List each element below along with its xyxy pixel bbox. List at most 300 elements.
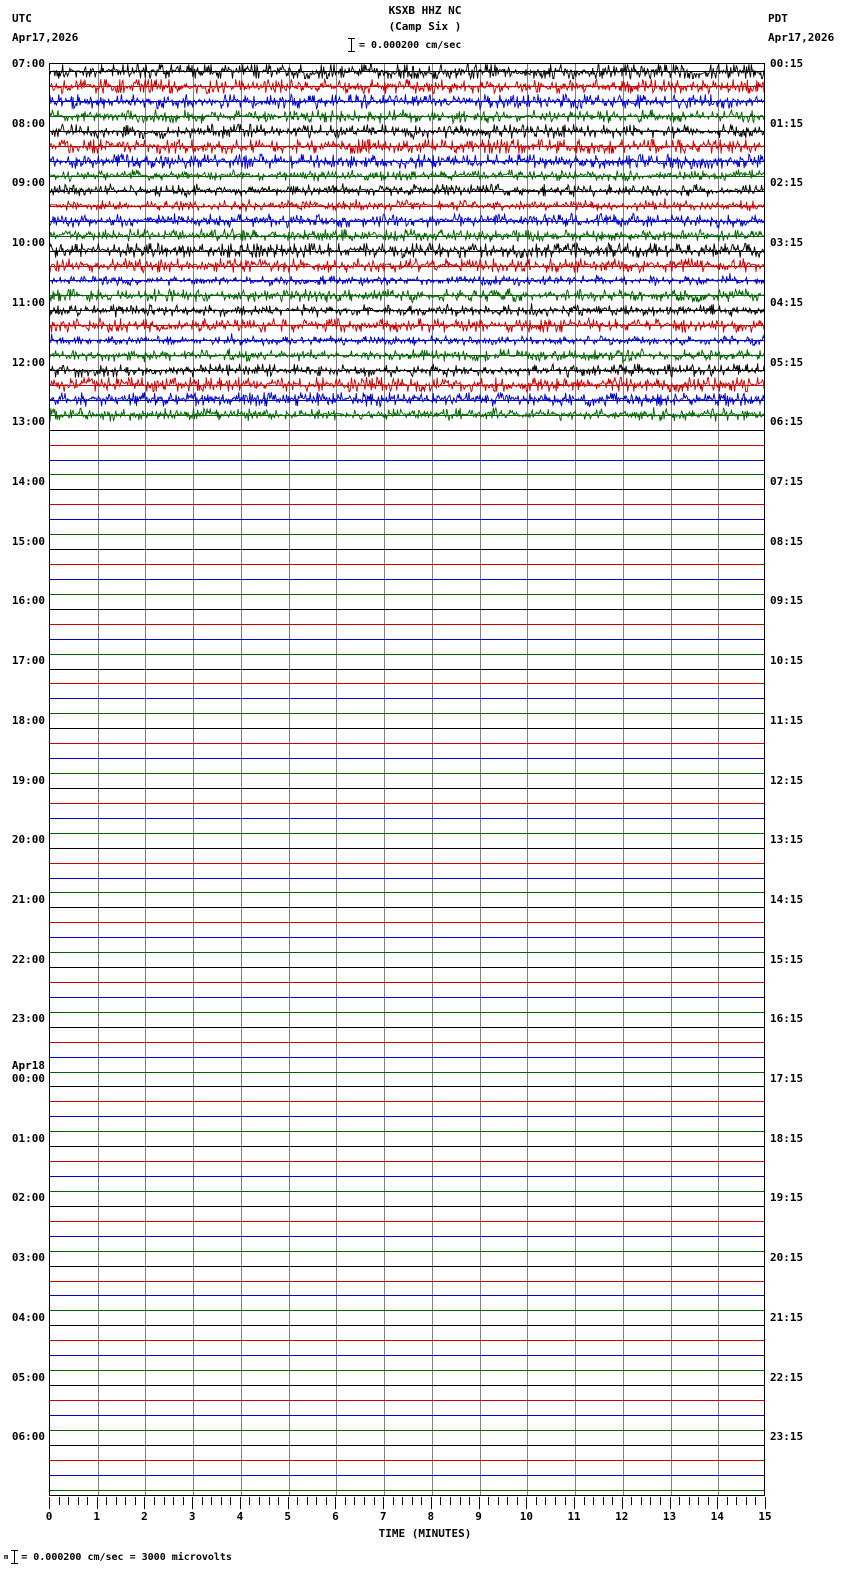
trace-row	[50, 557, 764, 572]
trace-row	[50, 168, 764, 183]
trace-baseline	[50, 773, 764, 774]
trace-baseline	[50, 878, 764, 879]
trace-baseline	[50, 1385, 764, 1386]
trace-baseline	[50, 519, 764, 520]
trace-row	[50, 900, 764, 915]
trace-row	[50, 1452, 764, 1467]
trace-row	[50, 512, 764, 527]
waveform	[50, 168, 764, 183]
trace-baseline	[50, 1086, 764, 1087]
axis-minor-tick	[374, 1497, 375, 1505]
pdt-hour-label: 03:15	[770, 236, 804, 250]
trace-row	[50, 1422, 764, 1437]
utc-hour-label: 13:00	[11, 415, 45, 429]
pdt-hour-label: 09:15	[770, 594, 804, 608]
waveform	[50, 124, 764, 139]
trace-row	[50, 1034, 764, 1049]
trace-baseline	[50, 430, 764, 431]
pdt-hour-label: 21:15	[770, 1310, 804, 1324]
waveform	[50, 183, 764, 198]
footer-scale-legend	[4, 1550, 232, 1564]
axis-minor-tick	[507, 1497, 508, 1505]
axis-minor-tick	[698, 1497, 699, 1505]
trace-baseline	[50, 1116, 764, 1117]
axis-minor-tick	[249, 1497, 250, 1505]
trace-row	[50, 1407, 764, 1422]
trace-row	[50, 1019, 764, 1034]
trace-row	[50, 751, 764, 766]
trace-row	[50, 1303, 764, 1318]
pdt-hour-label: 11:15	[770, 713, 804, 727]
trace-row	[50, 930, 764, 945]
utc-hour-label: 10:00	[11, 236, 45, 250]
axis-minor-tick	[326, 1497, 327, 1505]
utc-hour-label: 16:00	[11, 594, 45, 608]
trace-row	[50, 691, 764, 706]
axis-minor-tick	[440, 1497, 441, 1505]
axis-minor-tick	[106, 1497, 107, 1505]
utc-hour-label: 18:00	[11, 713, 45, 727]
axis-major-tick	[192, 1497, 193, 1509]
pdt-hour-label: 02:15	[770, 176, 804, 190]
trace-row	[50, 1169, 764, 1184]
trace-row	[50, 497, 764, 512]
axis-minor-tick	[393, 1497, 394, 1505]
trace-row	[50, 945, 764, 960]
axis-minor-tick	[78, 1497, 79, 1505]
seismogram-plot-area	[49, 63, 765, 1496]
trace-row	[50, 542, 764, 557]
trace-baseline	[50, 728, 764, 729]
day-change-label: Apr18	[11, 1059, 45, 1073]
trace-row	[50, 855, 764, 870]
trace-row	[50, 1139, 764, 1154]
trace-row	[50, 198, 764, 213]
axis-tick-label: 5	[284, 1510, 291, 1523]
trace-row	[50, 1243, 764, 1258]
trace-baseline	[50, 997, 764, 998]
trace-row	[50, 109, 764, 124]
waveform	[50, 79, 764, 94]
trace-baseline	[50, 1355, 764, 1356]
trace-row	[50, 392, 764, 407]
axis-minor-tick	[345, 1497, 346, 1505]
trace-baseline	[50, 1057, 764, 1058]
utc-hour-label: 02:00	[11, 1191, 45, 1205]
waveform	[50, 243, 764, 258]
header-scale-text: = 0.000200 cm/sec	[359, 39, 462, 51]
trace-baseline	[50, 683, 764, 684]
trace-baseline	[50, 639, 764, 640]
trace-baseline	[50, 564, 764, 565]
trace-row	[50, 273, 764, 288]
trace-row	[50, 258, 764, 273]
axis-minor-tick	[584, 1497, 585, 1505]
trace-baseline	[50, 534, 764, 535]
axis-minor-tick	[202, 1497, 203, 1505]
trace-baseline	[50, 1490, 764, 1491]
header-left-date: Apr17,2026	[12, 31, 79, 44]
axis-minor-tick	[660, 1497, 661, 1505]
trace-row	[50, 676, 764, 691]
waveform	[50, 288, 764, 303]
trace-baseline	[50, 1251, 764, 1252]
page-title-station: KSXB HHZ NC	[388, 4, 462, 17]
waveform	[50, 318, 764, 333]
waveform	[50, 109, 764, 124]
trace-row	[50, 407, 764, 422]
axis-minor-tick	[87, 1497, 88, 1505]
axis-major-tick	[288, 1497, 289, 1509]
pdt-hour-label: 22:15	[770, 1370, 804, 1384]
footer-m-glyph: m	[4, 1553, 9, 1561]
trace-row	[50, 303, 764, 318]
trace-baseline	[50, 1370, 764, 1371]
axis-title: TIME (MINUTES)	[378, 1527, 472, 1540]
axis-minor-tick	[68, 1497, 69, 1505]
axis-minor-tick	[727, 1497, 728, 1505]
trace-row	[50, 1437, 764, 1452]
axis-major-tick	[765, 1497, 766, 1509]
axis-minor-tick	[708, 1497, 709, 1505]
axis-minor-tick	[135, 1497, 136, 1505]
trace-baseline	[50, 892, 764, 893]
trace-baseline	[50, 1445, 764, 1446]
trace-row	[50, 527, 764, 542]
axis-minor-tick	[402, 1497, 403, 1505]
trace-row	[50, 766, 764, 781]
trace-row	[50, 1288, 764, 1303]
trace-baseline	[50, 833, 764, 834]
axis-minor-tick	[450, 1497, 451, 1505]
ibeam-scale-icon	[11, 1550, 18, 1564]
page-subtitle-site: (Camp Six )	[388, 20, 462, 33]
axis-major-tick	[383, 1497, 384, 1509]
trace-row	[50, 885, 764, 900]
axis-tick-label: 1	[93, 1510, 101, 1523]
waveform	[50, 154, 764, 169]
pdt-hour-label: 13:15	[770, 833, 804, 847]
axis-minor-tick	[278, 1497, 279, 1505]
axis-tick-label: 10	[519, 1510, 533, 1523]
axis-major-tick	[144, 1497, 145, 1509]
trace-baseline	[50, 1340, 764, 1341]
axis-minor-tick	[412, 1497, 413, 1505]
waveform	[50, 228, 764, 243]
trace-row	[50, 1154, 764, 1169]
axis-minor-tick	[354, 1497, 355, 1505]
trace-baseline	[50, 1146, 764, 1147]
axis-major-tick	[431, 1497, 432, 1509]
trace-row	[50, 795, 764, 810]
trace-row	[50, 1184, 764, 1199]
trace-row	[50, 915, 764, 930]
trace-row	[50, 482, 764, 497]
trace-baseline	[50, 445, 764, 446]
axis-minor-tick	[755, 1497, 756, 1505]
header-right-timezone: PDT	[768, 12, 788, 25]
utc-hour-label: 05:00	[11, 1370, 45, 1384]
trace-row	[50, 1228, 764, 1243]
utc-hour-label: 03:00	[11, 1251, 45, 1265]
trace-row	[50, 646, 764, 661]
trace-baseline	[50, 1072, 764, 1073]
axis-minor-tick	[488, 1497, 489, 1505]
trace-row	[50, 572, 764, 587]
utc-hour-label: 08:00	[11, 116, 45, 130]
trace-baseline	[50, 1430, 764, 1431]
axis-tick-label: 6	[332, 1510, 339, 1523]
trace-baseline	[50, 594, 764, 595]
trace-baseline	[50, 1310, 764, 1311]
pdt-hour-label: 08:15	[770, 534, 804, 548]
trace-baseline	[50, 1027, 764, 1028]
trace-baseline	[50, 1206, 764, 1207]
axis-minor-tick	[536, 1497, 537, 1505]
trace-baseline	[50, 1191, 764, 1192]
trace-row	[50, 94, 764, 109]
waveform	[50, 333, 764, 348]
pdt-hour-label: 04:15	[770, 295, 804, 309]
trace-baseline	[50, 952, 764, 953]
header-left-timezone: UTC	[12, 12, 32, 25]
trace-baseline	[50, 579, 764, 580]
pdt-hour-label: 05:15	[770, 355, 804, 369]
trace-row	[50, 333, 764, 348]
axis-tick-label: 8	[427, 1510, 435, 1523]
utc-hour-label: 12:00	[11, 355, 45, 369]
waveform	[50, 94, 764, 109]
utc-hour-label: 07:00	[11, 57, 45, 70]
trace-row	[50, 124, 764, 139]
waveform	[50, 198, 764, 213]
trace-baseline	[50, 848, 764, 849]
trace-row	[50, 989, 764, 1004]
trace-baseline	[50, 698, 764, 699]
axis-minor-tick	[736, 1497, 737, 1505]
trace-baseline	[50, 474, 764, 475]
axis-minor-tick	[460, 1497, 461, 1505]
trace-baseline	[50, 1131, 764, 1132]
axis-minor-tick	[364, 1497, 365, 1505]
trace-baseline	[50, 549, 764, 550]
trace-row	[50, 1124, 764, 1139]
pdt-hour-label: 12:15	[770, 773, 804, 787]
utc-hour-label: 06:00	[11, 1430, 45, 1444]
ibeam-scale-icon	[348, 38, 355, 52]
waveform	[50, 273, 764, 288]
trace-row	[50, 183, 764, 198]
axis-tick-label: 0	[45, 1510, 53, 1523]
trace-row	[50, 318, 764, 333]
axis-minor-tick	[307, 1497, 308, 1505]
trace-row	[50, 348, 764, 363]
trace-row	[50, 870, 764, 885]
axis-minor-tick	[316, 1497, 317, 1505]
trace-row	[50, 736, 764, 751]
waveform	[50, 139, 764, 154]
trace-baseline	[50, 654, 764, 655]
trace-row	[50, 64, 764, 79]
axis-tick-label: 7	[379, 1510, 387, 1523]
utc-hour-label: 15:00	[11, 534, 45, 548]
axis-tick-label: 11	[567, 1510, 581, 1523]
waveform	[50, 363, 764, 378]
axis-minor-tick	[421, 1497, 422, 1505]
trace-row	[50, 840, 764, 855]
pdt-hour-label: 18:15	[770, 1131, 804, 1145]
pdt-hour-label: 23:15	[770, 1430, 804, 1444]
utc-hour-label: 00:00	[11, 1072, 45, 1086]
trace-row	[50, 1482, 764, 1497]
utc-hour-label: 17:00	[11, 654, 45, 668]
utc-hour-label: 20:00	[11, 833, 45, 847]
axis-tick-label: 4	[236, 1510, 244, 1523]
trace-baseline	[50, 907, 764, 908]
trace-row	[50, 1094, 764, 1109]
trace-baseline	[50, 1460, 764, 1461]
axis-minor-tick	[593, 1497, 594, 1505]
trace-baseline	[50, 713, 764, 714]
pdt-hour-label: 20:15	[770, 1251, 804, 1265]
trace-baseline	[50, 1415, 764, 1416]
trace-row	[50, 1467, 764, 1482]
trace-baseline	[50, 1012, 764, 1013]
trace-row	[50, 139, 764, 154]
trace-baseline	[50, 1176, 764, 1177]
axis-minor-tick	[173, 1497, 174, 1505]
utc-hour-label: 22:00	[11, 952, 45, 966]
axis-tick-label: 2	[141, 1510, 148, 1523]
header-right-date: Apr17,2026	[768, 31, 835, 44]
utc-hour-label: 09:00	[11, 176, 45, 190]
axis-minor-tick	[183, 1497, 184, 1505]
waveform	[50, 213, 764, 228]
utc-hour-label: 01:00	[11, 1131, 45, 1145]
axis-tick-label: 14	[710, 1510, 724, 1523]
axis-minor-tick	[517, 1497, 518, 1505]
trace-row	[50, 377, 764, 392]
axis-major-tick	[574, 1497, 575, 1509]
axis-tick-label: 3	[188, 1510, 196, 1523]
trace-row	[50, 601, 764, 616]
axis-tick-label: 13	[662, 1510, 677, 1523]
axis-major-tick	[670, 1497, 671, 1509]
utc-hour-label: 19:00	[11, 773, 45, 787]
trace-baseline	[50, 1295, 764, 1296]
trace-baseline	[50, 1161, 764, 1162]
pdt-hour-label: 10:15	[770, 654, 804, 668]
axis-major-tick	[479, 1497, 480, 1509]
axis-tick-marks	[49, 1497, 765, 1509]
waveform	[50, 377, 764, 392]
axis-minor-tick	[297, 1497, 298, 1505]
pdt-hour-label: 14:15	[770, 892, 804, 906]
trace-row	[50, 975, 764, 990]
pdt-hour-label: 19:15	[770, 1191, 804, 1205]
axis-major-tick	[622, 1497, 623, 1509]
trace-row	[50, 810, 764, 825]
trace-baseline	[50, 803, 764, 804]
axis-major-tick	[240, 1497, 241, 1509]
utc-hour-label: 04:00	[11, 1310, 45, 1324]
trace-row	[50, 1273, 764, 1288]
trace-row	[50, 288, 764, 303]
trace-row	[50, 721, 764, 736]
axis-minor-tick	[164, 1497, 165, 1505]
trace-baseline	[50, 1266, 764, 1267]
axis-minor-tick	[259, 1497, 260, 1505]
trace-row	[50, 79, 764, 94]
trace-row	[50, 1004, 764, 1019]
trace-row	[50, 437, 764, 452]
trace-row	[50, 1348, 764, 1363]
trace-baseline	[50, 922, 764, 923]
footer-scale-text: = 0.000200 cm/sec = 3000 microvolts	[21, 1551, 232, 1563]
trace-row	[50, 1213, 764, 1228]
trace-row	[50, 1109, 764, 1124]
axis-minor-tick	[679, 1497, 680, 1505]
trace-row	[50, 243, 764, 258]
pdt-hour-label: 01:15	[770, 116, 804, 130]
pdt-hour-label: 17:15	[770, 1072, 804, 1086]
axis-minor-tick	[211, 1497, 212, 1505]
axis-minor-tick	[612, 1497, 613, 1505]
trace-row	[50, 467, 764, 482]
trace-row	[50, 1064, 764, 1079]
pdt-hour-label: 06:15	[770, 415, 804, 429]
axis-minor-tick	[221, 1497, 222, 1505]
trace-row	[50, 1363, 764, 1378]
axis-tick-label: 9	[475, 1510, 482, 1523]
axis-minor-tick	[689, 1497, 690, 1505]
trace-row	[50, 1049, 764, 1064]
axis-minor-tick	[746, 1497, 747, 1505]
trace-baseline	[50, 460, 764, 461]
axis-minor-tick	[545, 1497, 546, 1505]
axis-major-tick	[335, 1497, 336, 1509]
axis-major-tick	[49, 1497, 50, 1509]
trace-baseline	[50, 1221, 764, 1222]
utc-hour-label: 21:00	[11, 892, 45, 906]
trace-row	[50, 213, 764, 228]
trace-row	[50, 363, 764, 378]
trace-baseline	[50, 982, 764, 983]
trace-row	[50, 228, 764, 243]
axis-minor-tick	[565, 1497, 566, 1505]
pdt-hour-label: 15:15	[770, 952, 804, 966]
trace-baseline	[50, 1400, 764, 1401]
axis-minor-tick	[125, 1497, 126, 1505]
trace-baseline	[50, 504, 764, 505]
trace-baseline	[50, 743, 764, 744]
trace-baseline	[50, 1101, 764, 1102]
trace-baseline	[50, 758, 764, 759]
trace-baseline	[50, 818, 764, 819]
trace-baseline	[50, 1325, 764, 1326]
utc-hour-label: 23:00	[11, 1012, 45, 1026]
trace-baseline	[50, 1475, 764, 1476]
trace-baseline	[50, 669, 764, 670]
trace-baseline	[50, 1236, 764, 1237]
waveform	[50, 407, 764, 422]
trace-row	[50, 1258, 764, 1273]
axis-major-tick	[97, 1497, 98, 1509]
trace-row	[50, 706, 764, 721]
axis-minor-tick	[154, 1497, 155, 1505]
trace-row	[50, 781, 764, 796]
axis-minor-tick	[498, 1497, 499, 1505]
